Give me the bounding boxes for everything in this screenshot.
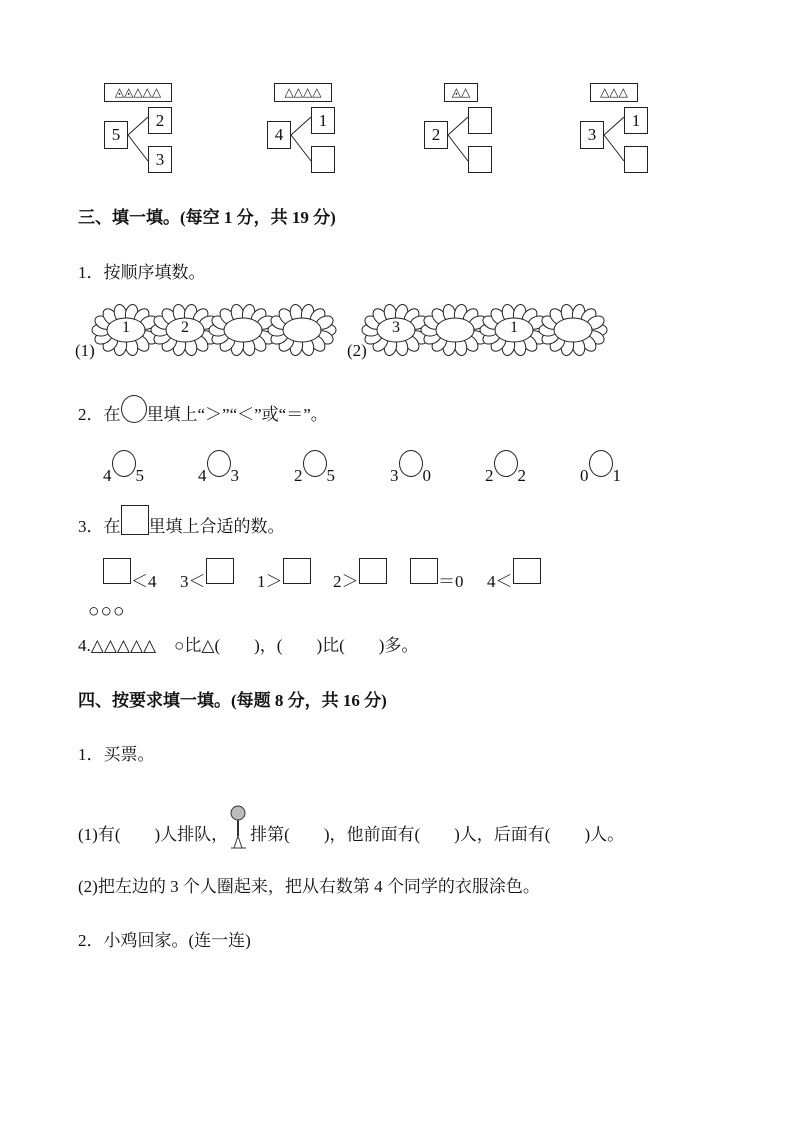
q4-line bbox=[78, 631, 418, 656]
part-top-box bbox=[468, 107, 492, 134]
q4-label: 4. bbox=[78, 636, 91, 655]
part-top-box: 1 bbox=[624, 107, 648, 134]
compare-item bbox=[390, 450, 431, 486]
compare-item bbox=[485, 450, 526, 486]
section3-heading: 三、填一填。(每空 1 分，共 19 分) bbox=[78, 208, 336, 227]
fill-item bbox=[257, 558, 311, 592]
answer-box[interactable] bbox=[206, 558, 234, 584]
part-bottom-box: 3 bbox=[148, 146, 172, 173]
q2-suffix: 里填上“＞”“＜”或“＝”。 bbox=[146, 405, 328, 424]
part-bottom-box bbox=[468, 146, 492, 173]
q2-prefix: 2．在 bbox=[78, 405, 121, 424]
triangle-group: ◬△ bbox=[444, 83, 478, 102]
s4-q2-title: 2．小鸡回家。(连一连) bbox=[78, 931, 251, 950]
right-number: 0 bbox=[422, 466, 431, 485]
after-text: ＝0 bbox=[438, 572, 464, 591]
whole-number-box: 4 bbox=[267, 121, 291, 149]
left-number: 4 bbox=[198, 466, 207, 485]
flower-number: 2 bbox=[181, 319, 189, 336]
s4-q1-line1 bbox=[78, 820, 624, 845]
line1-part-b: 排第( )，他前面有( )人，后面有( )人。 bbox=[250, 825, 625, 844]
fill-item bbox=[333, 558, 387, 592]
left-number: 0 bbox=[580, 466, 589, 485]
flower-number: 3 bbox=[392, 319, 400, 336]
answer-circle[interactable] bbox=[589, 450, 613, 477]
before-text: 1＞ bbox=[257, 572, 283, 591]
q3-prefix: 3．在 bbox=[78, 517, 121, 536]
compare-item bbox=[294, 450, 335, 486]
q4-triangles: △△△△△ bbox=[90, 636, 157, 655]
answer-circle[interactable] bbox=[303, 450, 327, 477]
fill-item bbox=[180, 558, 234, 592]
triangle-group: △△△ bbox=[590, 83, 638, 102]
answer-circle[interactable] bbox=[207, 450, 231, 477]
line1-part-a: (1)有( )人排队， bbox=[78, 825, 229, 844]
fill-item bbox=[410, 558, 464, 592]
right-number: 5 bbox=[326, 466, 335, 485]
q1-part2-label: (2) bbox=[347, 341, 367, 360]
part-top-box: 1 bbox=[311, 107, 335, 134]
left-number: 4 bbox=[103, 466, 112, 485]
s4-q1-title: 1．买票。 bbox=[78, 745, 155, 764]
whole-number-box: 2 bbox=[424, 121, 448, 149]
right-number: 3 bbox=[230, 466, 239, 485]
q4-text: ○比△( )，( )比( )多。 bbox=[174, 636, 419, 655]
q4-circles: ○○○ bbox=[88, 601, 126, 622]
part-bottom-box bbox=[311, 146, 335, 173]
answer-box[interactable] bbox=[513, 558, 541, 584]
right-number: 2 bbox=[517, 466, 526, 485]
whole-number-box: 5 bbox=[104, 121, 128, 149]
left-number: 3 bbox=[390, 466, 399, 485]
fill-item bbox=[103, 558, 157, 592]
q3-suffix: 里填上合适的数。 bbox=[148, 517, 285, 536]
answer-circle[interactable] bbox=[494, 450, 518, 477]
before-text: 2＞ bbox=[333, 572, 359, 591]
flower-number: 1 bbox=[122, 319, 130, 336]
answer-box[interactable] bbox=[103, 558, 131, 584]
answer-box[interactable] bbox=[410, 558, 438, 584]
compare-item bbox=[198, 450, 239, 486]
before-text: 3＜ bbox=[180, 572, 206, 591]
after-text: ＜4 bbox=[131, 572, 157, 591]
part-top-box: 2 bbox=[148, 107, 172, 134]
left-number: 2 bbox=[294, 466, 303, 485]
q3-title bbox=[78, 505, 285, 537]
triangle-group: △△△△ bbox=[274, 83, 332, 102]
section4-heading: 四、按要求填一填。(每题 8 分，共 16 分) bbox=[78, 691, 387, 710]
fill-item bbox=[487, 558, 541, 592]
right-number: 1 bbox=[612, 466, 621, 485]
q2-title bbox=[78, 395, 328, 425]
q1-title: 1．按顺序填数。 bbox=[78, 263, 206, 282]
compare-item bbox=[580, 450, 621, 486]
answer-circle[interactable] bbox=[399, 450, 423, 477]
part-bottom-box bbox=[624, 146, 648, 173]
answer-box[interactable] bbox=[283, 558, 311, 584]
before-text: 4＜ bbox=[487, 572, 513, 591]
answer-circle[interactable] bbox=[112, 450, 136, 477]
flower-number: 1 bbox=[510, 319, 518, 336]
right-number: 5 bbox=[135, 466, 144, 485]
left-number: 2 bbox=[485, 466, 494, 485]
circle-icon bbox=[121, 395, 147, 423]
s4-q1-line2: (2)把左边的 3 个人圈起来，把从右数第 4 个同学的衣服涂色。 bbox=[78, 877, 540, 896]
flower-icon bbox=[267, 302, 337, 358]
flower-icon bbox=[538, 302, 608, 358]
square-icon bbox=[121, 505, 149, 535]
answer-box[interactable] bbox=[359, 558, 387, 584]
whole-number-box: 3 bbox=[580, 121, 604, 149]
compare-item bbox=[103, 450, 144, 486]
q1-part1-label: (1) bbox=[75, 341, 95, 360]
triangle-group: ◬◬△△△ bbox=[104, 83, 172, 102]
